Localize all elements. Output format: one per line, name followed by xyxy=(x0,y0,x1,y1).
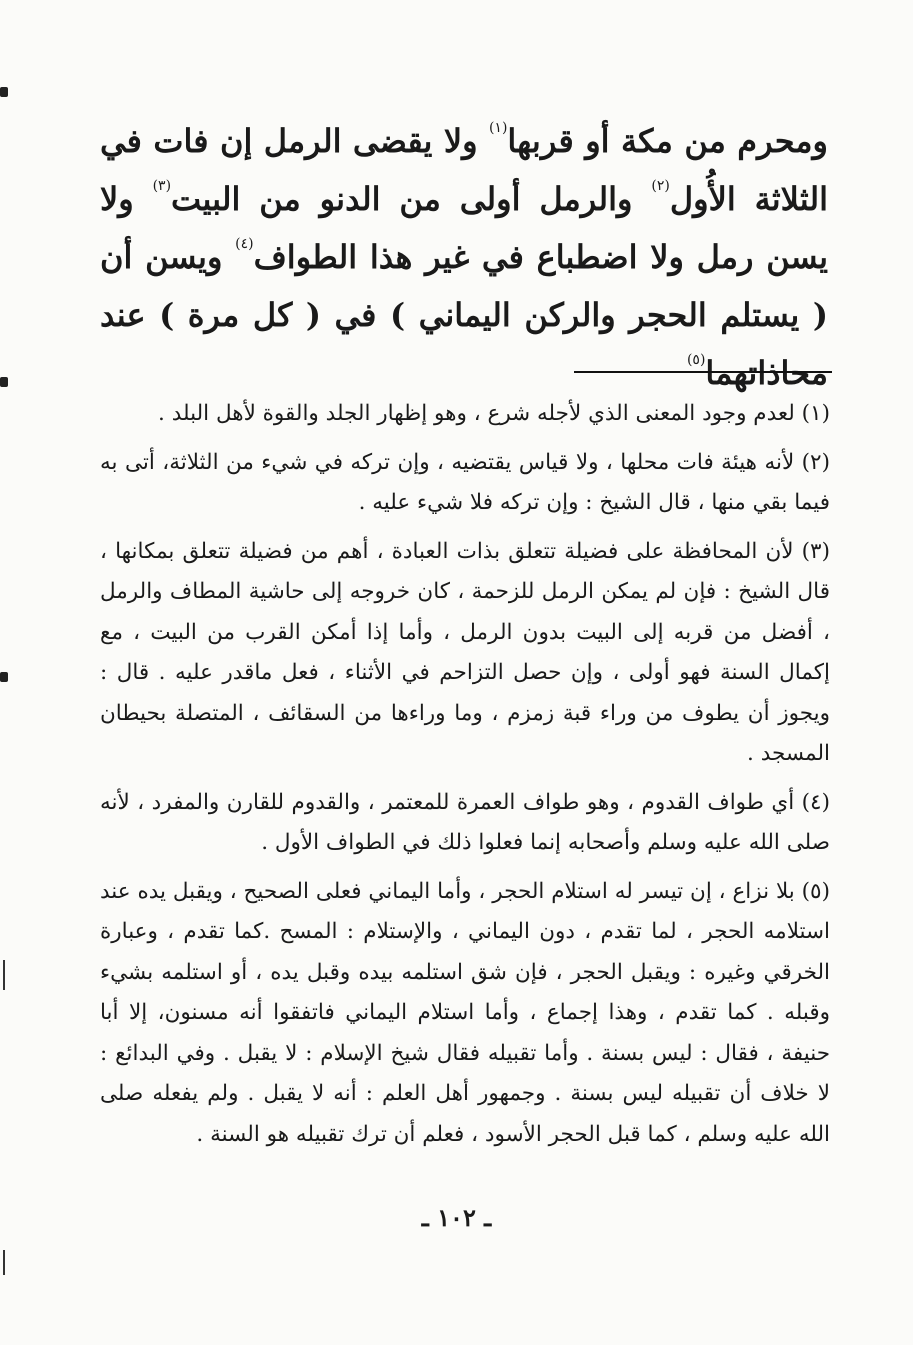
scan-edge-line xyxy=(3,1250,5,1275)
footnote-ref: (٥) xyxy=(686,352,706,368)
main-text-segment: ويسن أن ( يستلم الحجر والركن اليماني ) في ( كل مرة ) عند محاذاتهما xyxy=(100,238,828,392)
footnote-ref: (٣) xyxy=(152,178,172,194)
footnote-2: (٢) لأنه هيئة فات محلها ، ولا قياس يقتضيه ، وإن تركه في شيء من الثلاثة، أتى به فيما بقي منها ، قال الشيخ : وإن تركه فلا شيء عليه . xyxy=(100,449,830,515)
footnote-3: (٣) لأن المحافظة على فضيلة تتعلق بذات العبادة ، أهم من فضيلة تتعلق بمكانها ، قال الشيخ : فإن لم يمكن الرمل للزحمة ، كان خروجه إلى حاشية المطاف والرمل ، أفضل من قربه إلى البيت بدون الرمل ، وأما إذا أمكن القرب من البيت ، مع إكمال السنة فهو أولى ، وإن حصل التزاحم في الأثناء ، فعل ماقدر عليه . قال : ويجوز أن يطوف من وراء قبة زمزم ، وما وراءها من السقائف ، المتصلة بحيطان المسجد . xyxy=(100,538,830,766)
footnotes xyxy=(100,394,830,1163)
footnote-4: (٤) أي طواف القدوم ، وهو طواف العمرة للمعتمر ، والقدوم للقارن والمفرد ، لأنه صلى الله عليه وسلم وأصحابه إنما فعلوا ذلك في الطواف الأول . xyxy=(100,789,830,855)
footnote-divider xyxy=(574,371,832,373)
scan-margin-mark xyxy=(0,672,8,682)
main-text-segment: والرمل أولى من الدنو من البيت xyxy=(171,180,633,218)
footnote-ref: (٤) xyxy=(235,236,254,252)
scan-edge-line xyxy=(3,960,5,990)
main-text xyxy=(100,112,828,402)
main-text-segment: ومحرم من مكة أو قربها xyxy=(507,122,828,160)
scan-margin-mark xyxy=(0,377,8,387)
footnote-ref: (١) xyxy=(488,120,508,136)
footnote-ref: (٢) xyxy=(651,178,670,194)
main-text-segment: ولا يقضى الرمل إن فات في الثلاثة الأُول xyxy=(100,122,829,218)
page-number: ـ ١٠٢ ـ xyxy=(421,1203,492,1232)
main-text-segment: ولا يسن رمل ولا اضطباع في غير هذا الطواف xyxy=(100,180,829,276)
footnote-5: (٥) بلا نزاع ، إن تيسر له استلام الحجر ، وأما اليماني فعلى الصحيح ، ويقبل يده عند استلامه الحجر ، لما تقدم ، دون اليماني ، والإستلام : المسح .كما تقدم ، وعبارة الخرقي وغيره : ويقبل الحجر ، فإن شق استلمه بيده وقبل يده ، أو استلمه بشيء وقبله . كما تقدم ، وهذا إجماع ، وأما استلام اليماني فاتفقوا أنه مسنون، إلا أبا حنيفة ، فقال : ليس بسنة . وأما تقبيله فقال شيخ الإسلام : لا يقبل . وفي البدائع : لا خلاف أن تقبيله ليس بسنة . وجمهور أهل العلم : أنه لا يقبل . ولم يفعله صلى الله عليه وسلم ، كما قبل الحجر الأسود ، فعلم أن ترك تقبيله هو السنة . xyxy=(100,878,830,1147)
footnote-1: (١) لعدم وجود المعنى الذي لأجله شرع ، وهو إظهار الجلد والقوة لأهل البلد . xyxy=(158,401,830,426)
scan-margin-mark xyxy=(0,87,8,97)
